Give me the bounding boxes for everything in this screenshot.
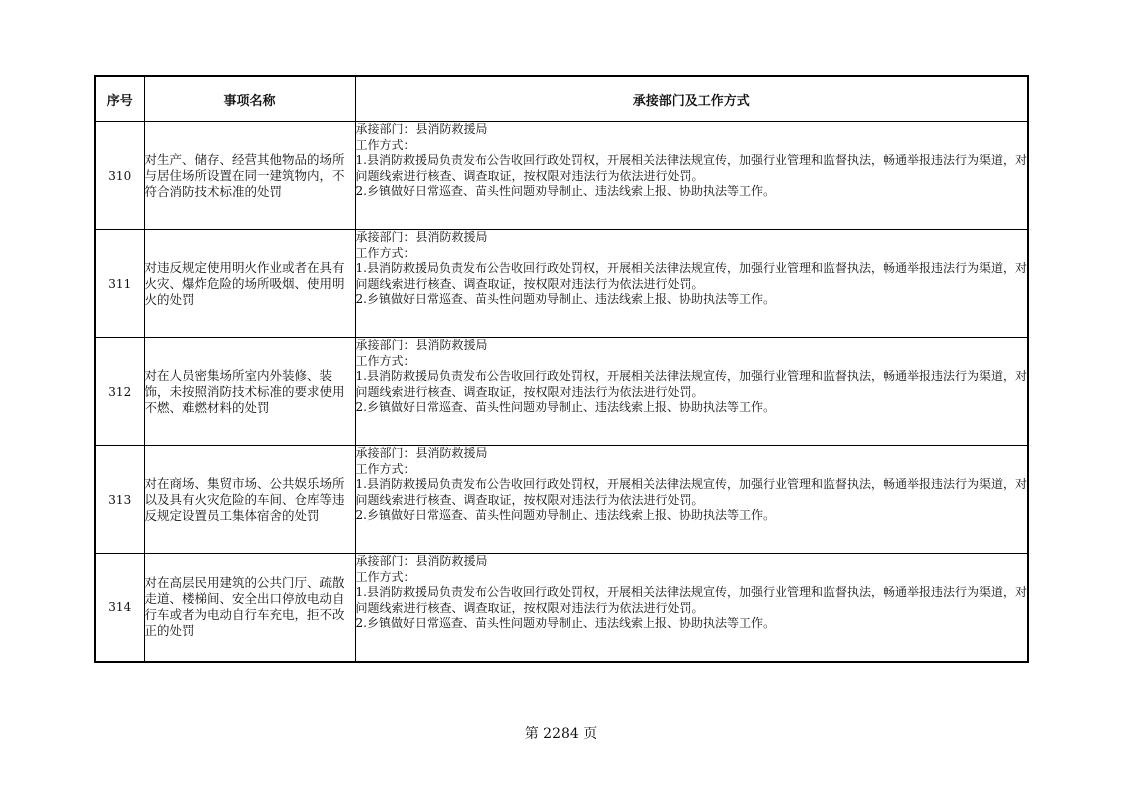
header-mode: 承接部门及工作方式 [355, 76, 1028, 122]
dept-line: 承接部门：县消防救援局 [355, 122, 488, 136]
row-number: 312 [95, 338, 144, 446]
table-row [95, 230, 1028, 338]
row-number: 314 [95, 554, 144, 662]
mode-cell [355, 554, 1028, 662]
mode-cell [355, 122, 1028, 230]
mode-item-1: 1.县消防救援局负责发布公告收回行政处罚权，开展相关法律法规宣传，加强行业管理和监督执法，畅通举报违法行为渠道，对问题线索进行核查、调查取证，按权限对违法行为依法进行处罚。 [355, 153, 1027, 183]
item-name: 对生产、储存、经营其他物品的场所与居住场所设置在同一建筑物内，不符合消防技术标准的处罚 [144, 122, 355, 230]
mode-cell [355, 230, 1028, 338]
header-no: 序号 [95, 76, 144, 122]
dept-line: 承接部门：县消防救援局 [355, 446, 488, 460]
mode-item-1: 1.县消防救援局负责发布公告收回行政处罚权，开展相关法律法规宣传，加强行业管理和监督执法，畅通举报违法行为渠道，对问题线索进行核查、调查取证，按权限对违法行为依法进行处罚。 [355, 261, 1027, 291]
mode-item-2: 2.乡镇做好日常巡查、苗头性问题劝导制止、违法线索上报、协助执法等工作。 [355, 292, 775, 306]
dept-line: 承接部门：县消防救援局 [355, 338, 488, 352]
mode-cell [355, 338, 1028, 446]
mode-item-2: 2.乡镇做好日常巡查、苗头性问题劝导制止、违法线索上报、协助执法等工作。 [355, 400, 775, 414]
table-row [95, 338, 1028, 446]
mode-item-1: 1.县消防救援局负责发布公告收回行政处罚权，开展相关法律法规宣传，加强行业管理和监督执法，畅通举报违法行为渠道，对问题线索进行核查、调查取证，按权限对违法行为依法进行处罚。 [355, 477, 1027, 507]
table-row [95, 554, 1028, 662]
item-name: 对违反规定使用明火作业或者在具有火灾、爆炸危险的场所吸烟、使用明火的处罚 [144, 230, 355, 338]
dept-line: 承接部门：县消防救援局 [355, 554, 488, 568]
mode-label: 工作方式： [355, 569, 416, 584]
item-name: 对在高层民用建筑的公共门厅、疏散走道、楼梯间、安全出口停放电动自行车或者为电动自行车充电，拒不改正的处罚 [144, 554, 355, 662]
mode-item-2: 2.乡镇做好日常巡查、苗头性问题劝导制止、违法线索上报、协助执法等工作。 [355, 508, 775, 522]
mode-item-2: 2.乡镇做好日常巡查、苗头性问题劝导制止、违法线索上报、协助执法等工作。 [355, 184, 775, 198]
mode-item-1: 1.县消防救援局负责发布公告收回行政处罚权，开展相关法律法规宣传，加强行业管理和监督执法，畅通举报违法行为渠道，对问题线索进行核查、调查取证，按权限对违法行为依法进行处罚。 [355, 585, 1027, 615]
row-number: 313 [95, 446, 144, 554]
mode-label: 工作方式： [355, 245, 416, 260]
mode-item-2: 2.乡镇做好日常巡查、苗头性问题劝导制止、违法线索上报、协助执法等工作。 [355, 616, 775, 630]
table-header-row [95, 76, 1028, 122]
mode-item-1: 1.县消防救援局负责发布公告收回行政处罚权，开展相关法律法规宣传，加强行业管理和监督执法，畅通举报违法行为渠道，对问题线索进行核查、调查取证，按权限对违法行为依法进行处罚。 [355, 369, 1027, 399]
item-name: 对在人员密集场所室内外装修、装饰，未按照消防技术标准的要求使用不燃、难燃材料的处罚 [144, 338, 355, 446]
row-number: 311 [95, 230, 144, 338]
header-name: 事项名称 [144, 76, 355, 122]
mode-label: 工作方式： [355, 353, 416, 368]
item-name: 对在商场、集贸市场、公共娱乐场所以及具有火灾危险的车间、仓库等违反规定设置员工集体宿舍的处罚 [144, 446, 355, 554]
mode-label: 工作方式： [355, 137, 416, 152]
dept-line: 承接部门：县消防救援局 [355, 230, 488, 244]
table-row [95, 122, 1028, 230]
row-number: 310 [95, 122, 144, 230]
mode-cell [355, 446, 1028, 554]
table-row [95, 446, 1028, 554]
mode-label: 工作方式： [355, 461, 416, 476]
page-number: 第 2284 页 [524, 726, 598, 742]
items-table [94, 75, 1029, 663]
